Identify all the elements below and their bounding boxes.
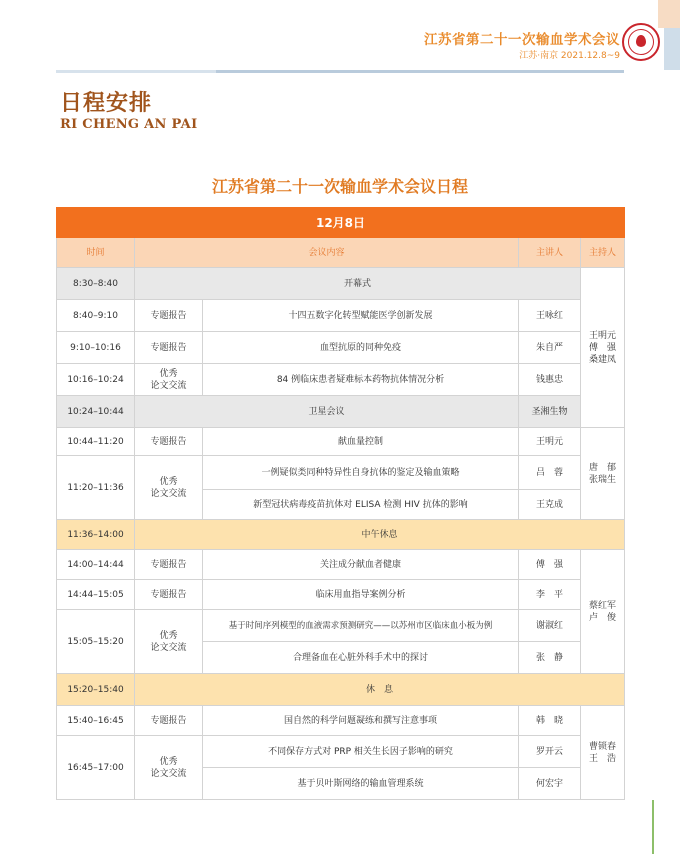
session-title: 中午休息 [135, 520, 625, 550]
type-cell: 专题报告 [135, 706, 203, 736]
col-header-time: 时间 [57, 238, 135, 268]
topic-cell: 不同保存方式对 PRP 相关生长因子影响的研究 [203, 736, 519, 768]
time-cell: 14:00–14:44 [57, 550, 135, 580]
type-cell: 优秀 论文交流 [135, 736, 203, 800]
topic-cell: 一例疑似类同种特异性自身抗体的鉴定及输血策略 [203, 456, 519, 490]
topic-cell: 十四五数字化转型赋能医学创新发展 [203, 300, 519, 332]
table-row [57, 268, 625, 300]
table-row [57, 580, 625, 610]
type-cell: 专题报告 [135, 428, 203, 456]
speaker-cell: 李 平 [519, 580, 581, 610]
time-cell: 9:10–10:16 [57, 332, 135, 364]
type-cell: 专题报告 [135, 300, 203, 332]
schedule-title: 江苏省第二十一次输血学术会议日程 [211, 177, 468, 196]
break-row [57, 520, 625, 550]
table-row [57, 550, 625, 580]
speaker-cell: 张 静 [519, 642, 581, 674]
topic-cell: 血型抗原的同种免疫 [203, 332, 519, 364]
host-cell: 王明元 傅 强 桑建凤 [581, 268, 625, 428]
table-row [57, 706, 625, 736]
table-row [57, 364, 625, 396]
conference-header [424, 32, 620, 62]
break-row [57, 674, 625, 706]
time-cell: 16:45–17:00 [57, 736, 135, 800]
time-cell: 10:24–10:44 [57, 396, 135, 428]
table-row [57, 300, 625, 332]
table-row [57, 610, 625, 642]
column-header-row [57, 238, 625, 268]
table-row [57, 428, 625, 456]
header-divider-accent [56, 70, 216, 73]
session-title: 休 息 [135, 674, 625, 706]
speaker-cell: 谢淑红 [519, 610, 581, 642]
speaker-cell: 王克成 [519, 490, 581, 520]
speaker-cell: 圣湘生物 [519, 396, 581, 428]
corner-decoration [658, 0, 680, 70]
time-cell: 8:30–8:40 [57, 268, 135, 300]
time-cell: 10:44–11:20 [57, 428, 135, 456]
speaker-cell: 王明元 [519, 428, 581, 456]
schedule-table [56, 207, 625, 800]
topic-cell: 基于时间序列模型的血液需求预测研究——以苏州市区临床血小板为例 [203, 610, 519, 642]
topic-cell: 关注成分献血者健康 [203, 550, 519, 580]
conference-location-date: 江苏·南京 2021.12.8~9 [519, 51, 620, 61]
time-cell: 11:36–14:00 [57, 520, 135, 550]
day-header-row [57, 208, 625, 238]
section-subtitle: RI CHENG AN PAI [60, 117, 198, 132]
time-cell: 15:20–15:40 [57, 674, 135, 706]
time-cell: 15:40–16:45 [57, 706, 135, 736]
host-cell: 蔡红军 卢 俊 [581, 550, 625, 674]
type-cell: 专题报告 [135, 332, 203, 364]
topic-cell: 基于贝叶斯网络的输血管理系统 [203, 768, 519, 800]
time-cell: 10:16–10:24 [57, 364, 135, 396]
time-cell: 15:05–15:20 [57, 610, 135, 674]
type-cell: 专题报告 [135, 580, 203, 610]
conference-title: 江苏省第二十一次输血学术会议 [424, 32, 620, 48]
topic-cell: 新型冠状病毒疫苗抗体对 ELISA 检测 HIV 抗体的影响 [203, 490, 519, 520]
section-title: 日程安排 [60, 90, 153, 116]
speaker-cell: 朱自严 [519, 332, 581, 364]
time-cell: 14:44–15:05 [57, 580, 135, 610]
topic-cell: 国自然的科学问题凝练和撰写注意事项 [203, 706, 519, 736]
col-header-host: 主持人 [581, 238, 625, 268]
topic-cell: 合理备血在心脏外科手术中的探讨 [203, 642, 519, 674]
page-edge-line [652, 800, 654, 854]
speaker-cell: 罗开云 [519, 736, 581, 768]
table-row [57, 736, 625, 768]
speaker-cell: 钱惠忠 [519, 364, 581, 396]
host-cell: 曹锁春 王 浩 [581, 706, 625, 800]
topic-cell: 献血量控制 [203, 428, 519, 456]
type-cell: 专题报告 [135, 550, 203, 580]
speaker-cell: 傅 强 [519, 550, 581, 580]
time-cell: 8:40–9:10 [57, 300, 135, 332]
time-cell: 11:20–11:36 [57, 456, 135, 520]
table-row [57, 396, 625, 428]
table-row [57, 332, 625, 364]
speaker-cell: 何宏宇 [519, 768, 581, 800]
speaker-cell: 王咏红 [519, 300, 581, 332]
host-cell: 唐 郁 张瑞生 [581, 428, 625, 520]
col-header-content: 会议内容 [135, 238, 519, 268]
speaker-cell: 吕 蓉 [519, 456, 581, 490]
col-header-speaker: 主讲人 [519, 238, 581, 268]
topic-cell: 临床用血指导案例分析 [203, 580, 519, 610]
table-row [57, 456, 625, 490]
day-label: 12月8日 [57, 208, 625, 238]
session-title: 开幕式 [135, 268, 581, 300]
type-cell: 优秀 论文交流 [135, 364, 203, 396]
speaker-cell: 韩 晓 [519, 706, 581, 736]
topic-cell: 84 例临床患者疑难标本药物抗体情况分析 [203, 364, 519, 396]
session-title: 卫星会议 [135, 396, 519, 428]
type-cell: 优秀 论文交流 [135, 610, 203, 674]
type-cell: 优秀 论文交流 [135, 456, 203, 520]
society-logo-icon [622, 23, 660, 61]
